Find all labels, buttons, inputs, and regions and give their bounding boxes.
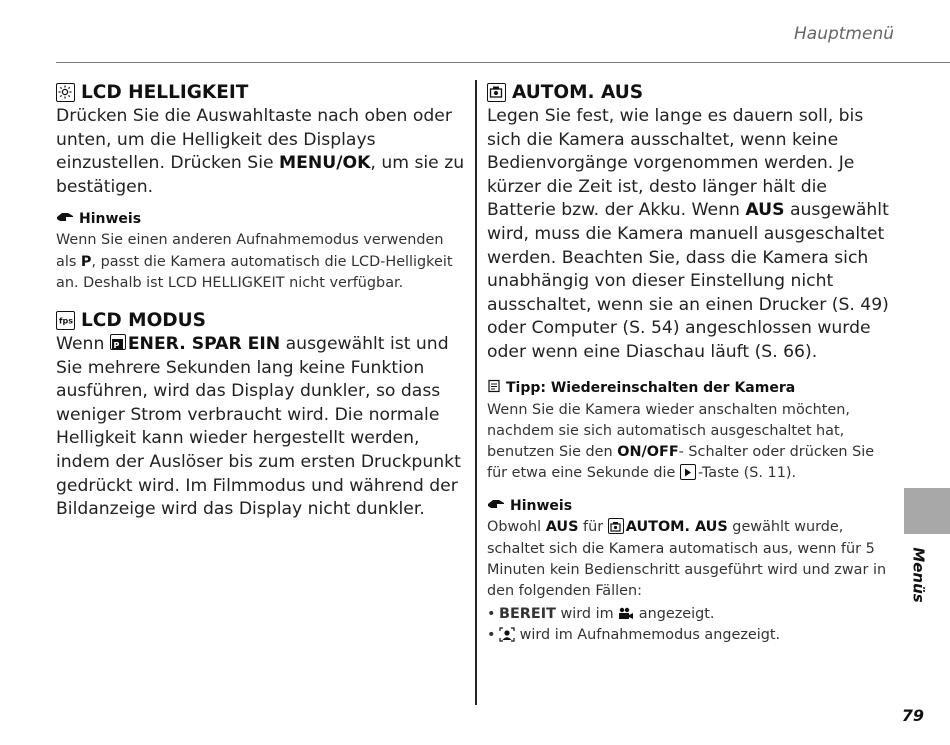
section-lcd-mode-heading (56, 310, 466, 331)
auto-power-icon (608, 518, 624, 534)
power-save-icon (110, 334, 126, 350)
section-auto-off-heading (487, 82, 892, 103)
page-number: 79 (901, 706, 924, 725)
lcd-brightness-body: Drücken Sie die Auswahltaste nach oben oder unten, um die Helligkeit des Displays einzustellen. Drücken Sie MENU/OK, um sie zu bestätigen. (56, 106, 465, 197)
column-divider (475, 80, 477, 705)
left-column (56, 82, 466, 522)
svg-text:P: P (113, 340, 120, 350)
fps-icon (56, 311, 75, 330)
note-heading: Hinweis (56, 211, 466, 227)
running-head: Hauptmenü (794, 24, 894, 44)
list-item: • BEREIT wird im angezeigt. (487, 604, 892, 625)
lcd-brightness-note: Wenn Sie einen anderen Aufnahmemodus verwenden als P, passt die Kamera automatisch die LCD-Helligkeit an. Deshalb ist LCD HELLIGKEIT nicht verfügbar. (56, 232, 453, 291)
auto-off-note: Obwohl AUS für AUTOM. AUS gewählt wurde, schaltet sich die Kamera automatisch aus, wenn für 5 Minuten kein Bedienschritt ausgeführt wird und zwar in den folgenden Fällen: (487, 519, 887, 599)
section-title: AUTOM. AUS (512, 82, 644, 103)
pointing-hand-icon (56, 211, 74, 227)
side-tab-label: Menüs (910, 547, 929, 603)
section-title: LCD HELLIGKEIT (81, 82, 249, 103)
auto-power-icon (487, 83, 506, 102)
lcd-mode-body: Wenn P ENER. SPAR EIN ausgewählt ist und Sie mehrere Sekunden lang keine Funktion ausführen, wird das Display dunkler, so dass weniger Strom verbraucht wird. Die normale Helligkeit kann wieder hergestellt werden, indem der Auslöser bis zum ersten Druckpunkt gedrückt wird. Im Filmmodus und während der Bildanzeige wird das Display nicht dunkler. (56, 333, 461, 520)
right-column (487, 82, 892, 647)
tip-body: Wenn Sie die Kamera wieder anschalten möchten, nachdem sie sich automatisch ausgeschaltet hat, benutzen Sie den ON/OFF- Schalter oder drücken Sie für etwa eine Sekunde die -Taste (S. 11). (487, 401, 875, 482)
note-bullet-list (487, 604, 892, 646)
side-tab-marker (904, 488, 950, 534)
section-lcd-brightness-heading (56, 82, 466, 103)
face-detection-icon (499, 627, 515, 643)
auto-off-body: Legen Sie fest, wie lange es dauern soll, bis sich die Kamera ausschaltet, wenn keine Bedienvorgänge vorgenommen werden. Je kürzer die Zeit ist, desto länger hält die Batterie bzw. der Akku. Wenn AUS ausgewählt wird, muss die Kamera manuell ausgeschaltet werden. Beachten Sie, dass die Kamera sich unabhängig von dieser Einstellung nicht ausschaltet, wenn sie an einen Drucker (S. 49) oder Computer (S. 54) angeschlossen wurde oder wenn eine Diaschau läuft (S. 66). (487, 106, 889, 362)
tip-heading: Tipp: Wiedereinschalten der Kamera (487, 379, 892, 397)
list-item: • wird im Aufnahmemodus angezeigt. (487, 625, 892, 646)
note-heading: Hinweis (487, 498, 892, 514)
sun-brightness-icon (56, 83, 75, 102)
pointing-hand-icon (487, 498, 505, 514)
svg-text:fps: fps (59, 316, 73, 326)
header-rule (56, 62, 950, 63)
section-title: LCD MODUS (81, 309, 207, 331)
tip-book-icon (487, 379, 501, 397)
playback-icon (680, 464, 696, 480)
movie-camera-icon (618, 606, 634, 622)
